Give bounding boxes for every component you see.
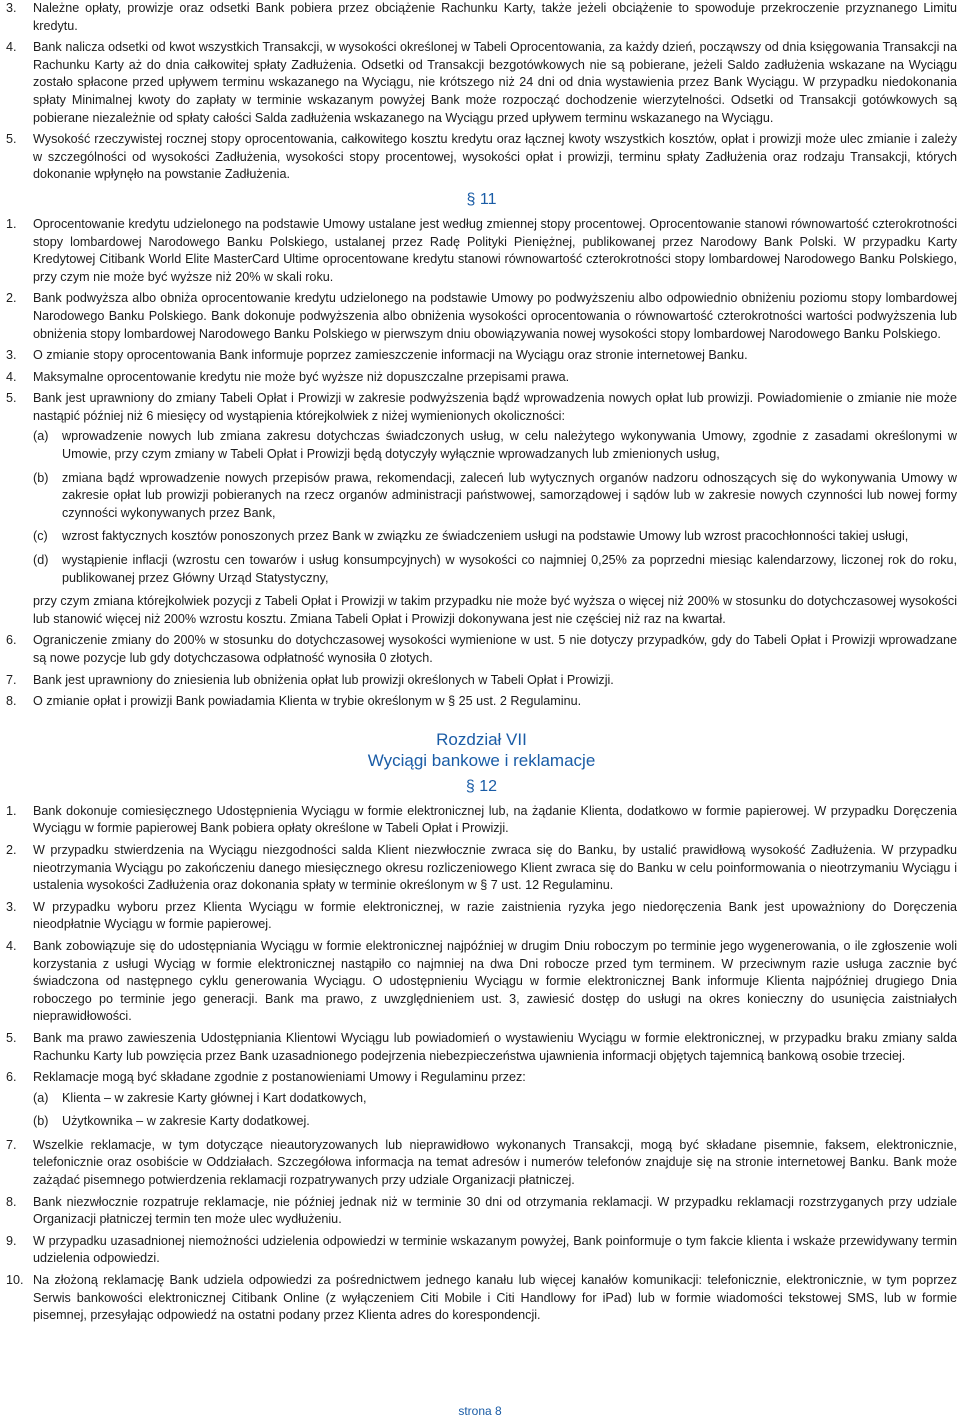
item-text: W przypadku stwierdzenia na Wyciągu niezgodności salda Klient niezwłocznie zwraca się do Banku, by ustalić prawidłową wysokość Zadłużenia. W przypadku nieotrzymania Wyciągu po zakończeniu danego miesięcznego okresu rozliczeniowego Klient zwraca się do Banku w celu poinformowania o nieotrzymaniu Wyciągu i ustalenia wysokości Zadłużenia oraz dokonania spłaty w terminie określonym w § 7 ust. 12 Regulaminu. xyxy=(33,842,957,893)
sub-item-letter: (b) xyxy=(33,470,49,485)
list-item xyxy=(6,39,957,127)
item-text: O zmianie opłat i prowizji Bank powiadamia Klienta w trybie określonym w § 25 ust. 2 Regulaminu. xyxy=(33,694,582,709)
item-number: 5. xyxy=(6,1030,17,1045)
item-number: 4. xyxy=(6,369,17,384)
item-text: Reklamacje mogą być składane zgodnie z postanowieniami Umowy i Regulaminu przez: xyxy=(33,1070,526,1085)
item-number: 6. xyxy=(6,633,17,648)
sub-item-letter: (c) xyxy=(33,529,48,544)
sub-item-letter: (a) xyxy=(33,1090,49,1105)
section-11-heading: § 11 xyxy=(466,190,497,208)
item-text: Bank nalicza odsetki od kwot wszystkich Transakcji, w wysokości określonej w Tabeli Oprocentowania, za każdy dzień, począwszy od dnia księgowania Transakcji na Rachunku Karty aż do dnia całkowitej spłaty Zadłużenia. Odsetki od Transakcji bezgotówkowych nie są pobierane, jeżeli Saldo zadłużenia wskazane na Wyciągu zostało spłacone przed upływem terminu wskazanego na Wyciągu, nie krótszego niż 24 dni od dnia wystawienia przez Bank Wyciągu. W przypadku niedokonania spłaty Minimalnej kwoty do zapłaty w terminie wskazanym powyżej Bank może rozpocząć dochodzenie wierzytelności. Odsetki od Transakcji gotówkowych są pobierane niezależnie od spłaty całości Salda zadłużenia wskazanego na Wyciągu przed upływem terminu wskazanego na Wyciągu. xyxy=(33,40,957,125)
chapter-title: Rozdział VII xyxy=(436,729,527,749)
item-text: Wszelkie reklamacje, w tym dotyczące nieautoryzowanych lub nieprawidłowo wykonanych Transakcji, mogą być składane pisemnie, faksem, elektronicznie, telefonicznie oraz osobiście w Oddziałach. Szczegółowa informacja na temat adresów i numerów telefonów znajduje się na stronie internetowej Banku. Bank może zażądać pisemnego potwierdzenia reklamacji rozpatrywanych przy udziale Organizacji płatniczej. xyxy=(33,1137,957,1188)
item-text: O zmianie stopy oprocentowania Bank informuje poprzez zamieszczenie informacji na Wyciągu oraz stronie internetowej Banku. xyxy=(33,348,748,363)
list-item xyxy=(6,938,957,1026)
list-item xyxy=(6,693,957,711)
section-12-heading: § 12 xyxy=(465,777,498,795)
chapter-subtitle: Wyciągi bankowe i reklamacje xyxy=(367,750,596,770)
list-item xyxy=(6,632,957,667)
item-number: 2. xyxy=(6,842,17,857)
page-number: strona 8 xyxy=(458,1404,502,1418)
sub-item-letter: (a) xyxy=(33,429,49,444)
item-number: 1. xyxy=(6,216,17,231)
item-number: 3. xyxy=(6,1,17,15)
sub-list-item xyxy=(33,552,957,587)
list-item xyxy=(6,672,957,690)
item-number: 7. xyxy=(6,672,17,687)
item-text: Maksymalne oprocentowanie kredytu nie może być wyższe niż dopuszczalne przepisami prawa. xyxy=(33,369,570,384)
item-text: Ograniczenie zmiany do 200% w stosunku do dotychczasowej wysokości wymienione w ust. 5 nie dotyczy przypadków, gdy do Tabeli Opłat i Prowizji wprowadzane są nowe pozycje lub gdy dotychczasowa odpłatność wynosiła 0 złotych. xyxy=(33,633,957,665)
section-12-list xyxy=(6,803,957,1325)
sub-item-letter: (b) xyxy=(33,1114,49,1129)
item-text: Bank dokonuje comiesięcznego Udostępnienia Wyciągu w formie elektronicznej lub, na żądanie Klienta, dodatkowo w formie papierowej. W przypadku Doręczenia Wyciągu w formie papierowej Bank pobiera opłaty określone w Tabeli Opłat i Prowizji. xyxy=(33,803,957,836)
list-item xyxy=(6,842,957,895)
list-item xyxy=(6,131,957,184)
item-number: 4. xyxy=(6,40,17,55)
sub-list-item xyxy=(33,470,957,523)
item-number: 9. xyxy=(6,1233,17,1248)
item-text: Bank podwyższa albo obniża oprocentowanie kredytu udzielonego na podstawie Umowy po podwyższeniu albo odpowiednio obniżeniu poziomu stopy lombardowej Narodowego Banku Polskiego. Bank dokonuje podwyższenia albo obniżenia wysokości oprocentowania o równowartość czterokrotności wartości podwyższenia lub obniżenia stopy lombardowej Narodowego Banku Polskiego w pierwszym dniu obowiązywania nowej wysokości stopy lombardowej Narodowego Banku Polskiego. xyxy=(33,291,957,341)
sub-item-text: wzrost faktycznych kosztów ponoszonych przez Bank w związku ze świadczeniem usługi na podstawie Umowy lub wzrost pracochłonności takiej usługi, xyxy=(62,529,909,544)
sub-list-item xyxy=(33,428,957,463)
item-number: 5. xyxy=(6,132,17,147)
list-item xyxy=(6,369,957,387)
item-text: Bank zobowiązuje się do udostępniania Wyciągu w formie elektronicznej najpóźniej w drugim Dniu roboczym po terminie jego wygenerowania, o ile zgłoszenie woli korzystania z usługi Wyciąg w formie elektronicznej nastąpiło co najmniej na dwa Dni robocze przed tym terminem. W przeciwnym razie usługa zacznie być świadczona od następnego cyklu generowania Wyciągu. O udostępnieniu Wyciągu w formie elektronicznej Bank informuje Klienta najpóźniej drugiego Dnia roboczego po terminie jego generacji. Bank ma prawo, z uwzględnieniem ust. 3, zawiesić dostęp do usługi na okres konieczny do usunięcia zaistniałych nieprawidłowości. xyxy=(33,938,957,1024)
sub-item-text: wystąpienie inflacji (wzrostu cen towarów i usług konsumpcyjnych) w wysokości co najmniej 0,25% za poprzedni miesiąc kalendarzowy, liczonej rok do roku, publikowanej przez Główny Urząd Statystyczny, xyxy=(62,553,957,585)
item-text: Bank jest uprawniony do zmiany Tabeli Opłat i Prowizji w zakresie podwyższenia bądź wprowadzenia nowych opłat lub prowizji. Powiadomienie o zmianie nie może nastąpić później niż 6 miesięcy od wystąpienia którejkolwiek z niżej wymienionych okoliczności: xyxy=(33,391,957,423)
chapter-heading xyxy=(6,729,957,771)
item-text: Bank ma prawo zawieszenia Udostępniania Klientowi Wyciągu lub powiadomień o wystawieniu Wyciągu w formie elektronicznej, w przypadku braku zmiany salda Rachunku Karty lub powzięcia przez Bank uzasadnionego podejrzenia niebezpieczeństwa ujawnienia informacji objętych tajemnicą bankową osobie trzeciej. xyxy=(33,1030,957,1063)
sub-item-text: wprowadzenie nowych lub zmiana zakresu dotychczas świadczonych usług, w celu należytego wykonywania Umowy, zgodnie z zasadami określonymi w Umowie, przy czym zmiany w Tabeli Opłat i Prowizji będą dotyczyły wyłącznie wprowadzanych lub zmienionych usług, xyxy=(62,429,957,462)
section-top-list xyxy=(6,0,957,184)
item-text: Oprocentowanie kredytu udzielonego na podstawie Umowy ustalane jest według zmiennej stopy procentowej. Oprocentowanie stanowi równowartość czterokrotności stopy lombardowej Narodowego Banku Polskiego, ustalanej przez Radę Polityki Pieniężnej, publikowanej przez Narodowy Bank Polski. W przypadku Karty Kredytowej Citibank World Elite MasterCard Ultime oprocentowane kredytu stanowi równowartość czterokrotności stopy lombardowej Narodowego Banku Polskiego, przy czym nie może być wyższe niż 20% w skali roku. xyxy=(33,216,957,284)
item-text: Bank jest uprawniony do zniesienia lub obniżenia opłat lub prowizji określonych w Tabeli Opłat i Prowizji. xyxy=(33,672,614,687)
list-item xyxy=(6,290,957,343)
item-number: 1. xyxy=(6,803,17,818)
item-number: 8. xyxy=(6,694,17,709)
item-number: 7. xyxy=(6,1137,17,1152)
item-text: Należne opłaty, prowizje oraz odsetki Bank pobiera przez obciążenie Rachunku Karty, także jeżeli obciążenie to spowoduje przekroczenie przyznanego Limitu kredytu. xyxy=(33,1,957,33)
list-item xyxy=(6,1137,957,1190)
sub-list xyxy=(33,428,957,587)
list-item xyxy=(6,1069,957,1131)
item-number: 5. xyxy=(6,391,17,406)
list-item xyxy=(6,347,957,365)
sub-list-item xyxy=(33,1113,957,1131)
item-number: 6. xyxy=(6,1070,17,1085)
item-number: 4. xyxy=(6,938,17,953)
sub-item-text: zmiana bądź wprowadzenie nowych przepisów prawa, rekomendacji, zaleceń lub wytycznych organów nadzoru odnoszących się do wykonywania Umowy w zakresie opłat lub prowizji pobieranych na rzecz organów administracji państwowej, samorządowej i sądów lub w zakresie nowych czynności lub nowej formy czynności wykonywanych przez Bank, xyxy=(62,470,957,520)
list-item xyxy=(6,899,957,934)
sub-item-text: Użytkownika – w zakresie Karty dodatkowej. xyxy=(62,1114,310,1129)
list-item xyxy=(6,1194,957,1229)
sub-item-letter: (d) xyxy=(33,553,49,568)
item-text: Na złożoną reklamację Bank udziela odpowiedzi za pośrednictwem jednego kanału lub więcej kanałów komunikacji: telefonicznie, elektronicznie, w tym poprzez Serwis bankowości elektronicznej Citibank Online (z wyłączeniem Citi Mobile i Citi Handlowy for iPad) lub w formie wiadomości tekstowej SMS, lub w formie pisemnej, przesyłając odpowiedź na ostatni podany przez Klienta adres do korespondencji. xyxy=(33,1273,957,1323)
item-text: Bank niezwłocznie rozpatruje reklamacje, nie później jednak niż w terminie 30 dni od otrzymania reklamacji. W przypadku reklamacji rozstrzyganych przy udziale Organizacji płatniczej termin ten może ulec wydłużeniu. xyxy=(33,1194,957,1227)
list-item xyxy=(6,0,957,35)
document-content xyxy=(6,0,957,1329)
item-number: 10. xyxy=(6,1273,24,1288)
list-item xyxy=(6,390,957,628)
item-text: Wysokość rzeczywistej rocznej stopy oprocentowania, całkowitego kosztu kredytu oraz łącznej kwoty wszystkich kosztów, opłat i prowizji może ulec zmianie i zależy w szczególności od wysokości Zadłużenia, wysokości stopy procentowej, wysokości opłat i prowizji, terminu spłaty Zadłużenia oraz rodzaju Transakcji, których dokonanie wpłynęło na powstanie Zadłużenia. xyxy=(33,132,957,182)
item-number: 8. xyxy=(6,1194,17,1209)
sub-list-item xyxy=(33,528,957,546)
sub-list xyxy=(33,1090,957,1131)
list-item xyxy=(6,803,957,838)
list-item xyxy=(6,1030,957,1065)
sub-list-item xyxy=(33,1090,957,1108)
section-11-list xyxy=(6,216,957,711)
item-continuation-text: przy czym zmiana którejkolwiek pozycji z Tabeli Opłat i Prowizji w takim przypadku nie może być wyższa o więcej niż 200% w stosunku do dotychczasowej wysokości lub stanowić więcej niż 200% wzrostu kosztu. Zmiana Tabeli Opłat i Prowizji dokonywana jest nie częściej niż raz na kwartał. xyxy=(33,594,957,626)
sub-item-text: Klienta – w zakresie Karty głównej i Kart dodatkowych, xyxy=(62,1090,367,1105)
list-item xyxy=(6,1233,957,1268)
item-number: 2. xyxy=(6,291,17,306)
item-text: W przypadku uzasadnionej niemożności udzielenia odpowiedzi w terminie wskazanym powyżej, Bank poinformuje o tym fakcie klienta i wskaże przewidywany termin udzielenia odpowiedzi. xyxy=(33,1233,957,1266)
item-number: 3. xyxy=(6,348,17,363)
item-text: W przypadku wyboru przez Klienta Wyciągu w formie elektronicznej, w razie zaistnienia ryzyka jego niedoręczenia Bank jest upoważniony do Doręczenia nieodpłatnie Wyciągu w formie papierowej. xyxy=(33,899,957,932)
item-number: 3. xyxy=(6,899,17,914)
list-item xyxy=(6,1272,957,1325)
list-item xyxy=(6,216,957,286)
